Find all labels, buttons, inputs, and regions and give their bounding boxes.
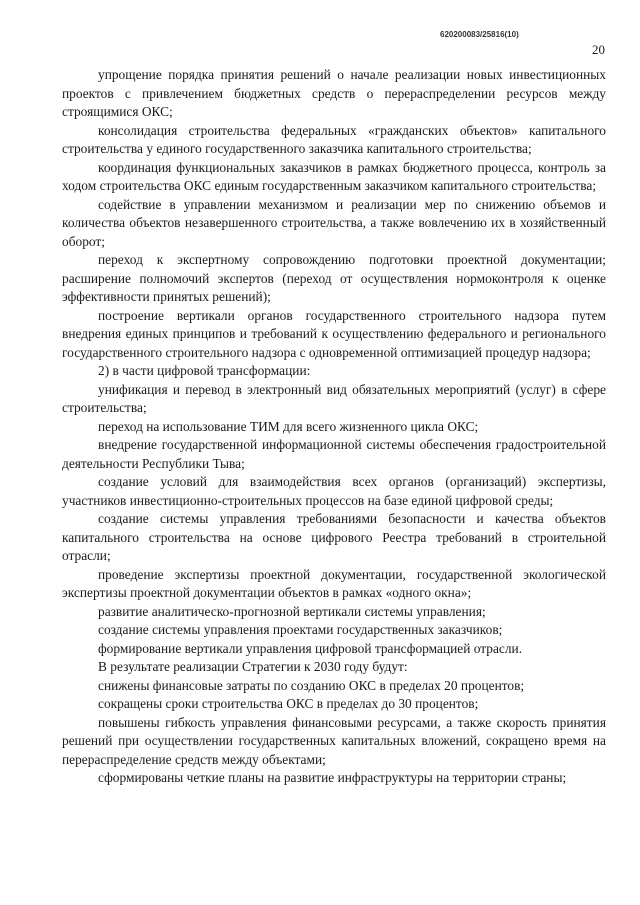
paragraph: снижены финансовые затраты по созданию ОКС в пределах 20 процентов;	[98, 677, 525, 693]
paragraph: координация функциональных заказчиков в рамках бюджетного процесса, контроль за ходом строительства ОКС единым государственным заказчиком капитального строительства;	[62, 159, 606, 193]
paragraph: развитие аналитическо-прогнозной вертикали системы управления;	[98, 603, 486, 619]
paragraph: создание условий для взаимодействия всех органов (организаций) экспертизы, участников инвестиционно-строительных процессов на базе единой цифровой среды;	[62, 474, 606, 508]
paragraph: проведение экспертизы проектной документации, государственной экологической экспертизы проектной документации объектов в рамках «одного окна»;	[62, 566, 606, 600]
paragraph: консолидация строительства федеральных «гражданских объектов» капитального строительства у единого государственного заказчика капитального строительства;	[62, 122, 606, 156]
document-body	[62, 66, 606, 788]
paragraph: упрощение порядка принятия решений о начале реализации новых инвестиционных проектов с привлечением бюджетных средств о перераспределении ресурсов между строящимися ОКС;	[62, 67, 606, 119]
paragraph: формирование вертикали управления цифровой трансформацией отрасли.	[98, 640, 523, 656]
paragraph: построение вертикали органов государственного строительного надзора путем внедрения единых принципов и требований к осуществлению федерального и регионального государственного строительного надзора с одновременной оптимизацией процедур надзора;	[62, 307, 606, 360]
paragraph: переход к экспертному сопровождению подготовки проектной документации; расширение полномочий экспертов (переход от осуществления нормоконтроля к оценке эффективности принятых решений);	[62, 252, 606, 304]
section-heading: 2) в части цифровой трансформации:	[98, 363, 311, 378]
paragraph: внедрение государственной информационной системы обеспечения градостроительной деятельности Республики Тыва;	[62, 437, 606, 471]
paragraph: переход на использование ТИМ для всего жизненного цикла ОКС;	[98, 418, 479, 434]
paragraph: сформированы четкие планы на развитие инфраструктуры на территории страны;	[98, 770, 567, 785]
paragraph: унификация и перевод в электронный вид обязательных мероприятий (услуг) в сфере строительства;	[62, 381, 606, 415]
document-code: 620200083/25816(10)	[440, 30, 519, 39]
paragraph: повышены гибкость управления финансовыми ресурсами, а также скорость принятия решений при осуществлении государственных капитальных вложений, сокращено время на перераспределение средств между объектами;	[62, 714, 606, 767]
page-number: 20	[592, 42, 605, 57]
paragraph: содействие в управлении механизмом и реализации мер по снижению объемов и количества объектов незавершенного строительства, а также вовлечению их в хозяйственный оборот;	[62, 196, 606, 249]
results-heading: В результате реализации Стратегии к 2030 году будут:	[98, 659, 408, 674]
paragraph: создание системы управления проектами государственных заказчиков;	[98, 622, 503, 637]
paragraph: создание системы управления требованиями безопасности и качества объектов капитального строительства на основе цифрового Реестра требований в строительной отрасли;	[62, 511, 606, 563]
paragraph: сокращены сроки строительства ОКС в пределах до 30 процентов;	[98, 696, 479, 711]
